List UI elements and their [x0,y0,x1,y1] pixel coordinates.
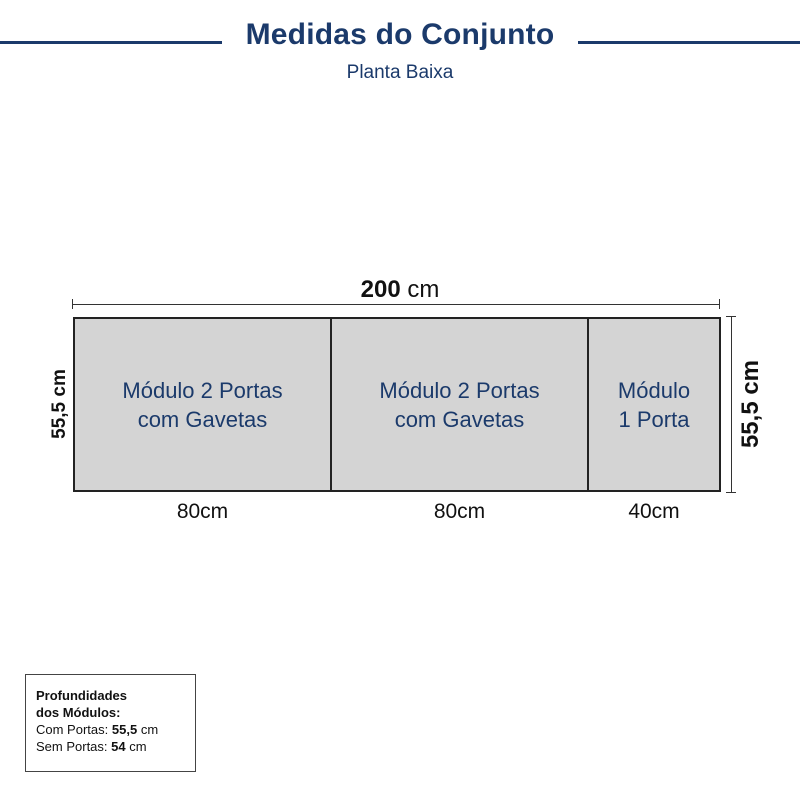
legend-with-doors-value: 55,5 [111,722,138,737]
module-2-width: 80cm [433,500,486,523]
depth-legend-box [25,674,196,772]
legend-with-doors [36,721,185,738]
total-width-tick-right [719,299,720,309]
height-tick-top [726,316,736,317]
legend-with-doors-label: Com Portas: [36,722,109,737]
height-dimension-line-right [731,316,732,493]
legend-with-doors-unit: cm [140,722,159,737]
module-3-width: 40cm [628,500,680,523]
module-1-width: 80cm [176,500,229,523]
legend-without-doors-label: Sem Portas: [36,739,108,754]
total-width-tick-left [72,299,73,309]
module-1 [73,317,332,492]
page-subtitle: Planta Baixa [346,62,454,83]
total-width-unit: cm [407,276,440,303]
module-3-label: Módulo 1 Porta [617,377,691,432]
page-title: Medidas do Conjunto [245,18,555,51]
module-2-label: Módulo 2 Portas com Gavetas [379,377,540,432]
height-tick-bottom [726,492,736,493]
legend-title-line-2: dos Módulos: [36,705,121,720]
legend-without-doors-unit: cm [129,739,147,754]
legend-title-line-1: Profundidades [36,688,128,703]
height-label-right: 55,5 cm [737,359,764,449]
height-label-left: 55,5 cm [49,369,70,439]
legend-without-doors-value: 54 [111,739,126,754]
total-width-value: 200 [360,276,401,303]
module-1-label: Módulo 2 Portas com Gavetas [122,377,283,432]
total-width-dimension-line [73,304,720,305]
module-2 [330,317,589,492]
module-3 [587,317,721,492]
legend-without-doors [36,738,185,755]
total-width-label [0,276,800,304]
